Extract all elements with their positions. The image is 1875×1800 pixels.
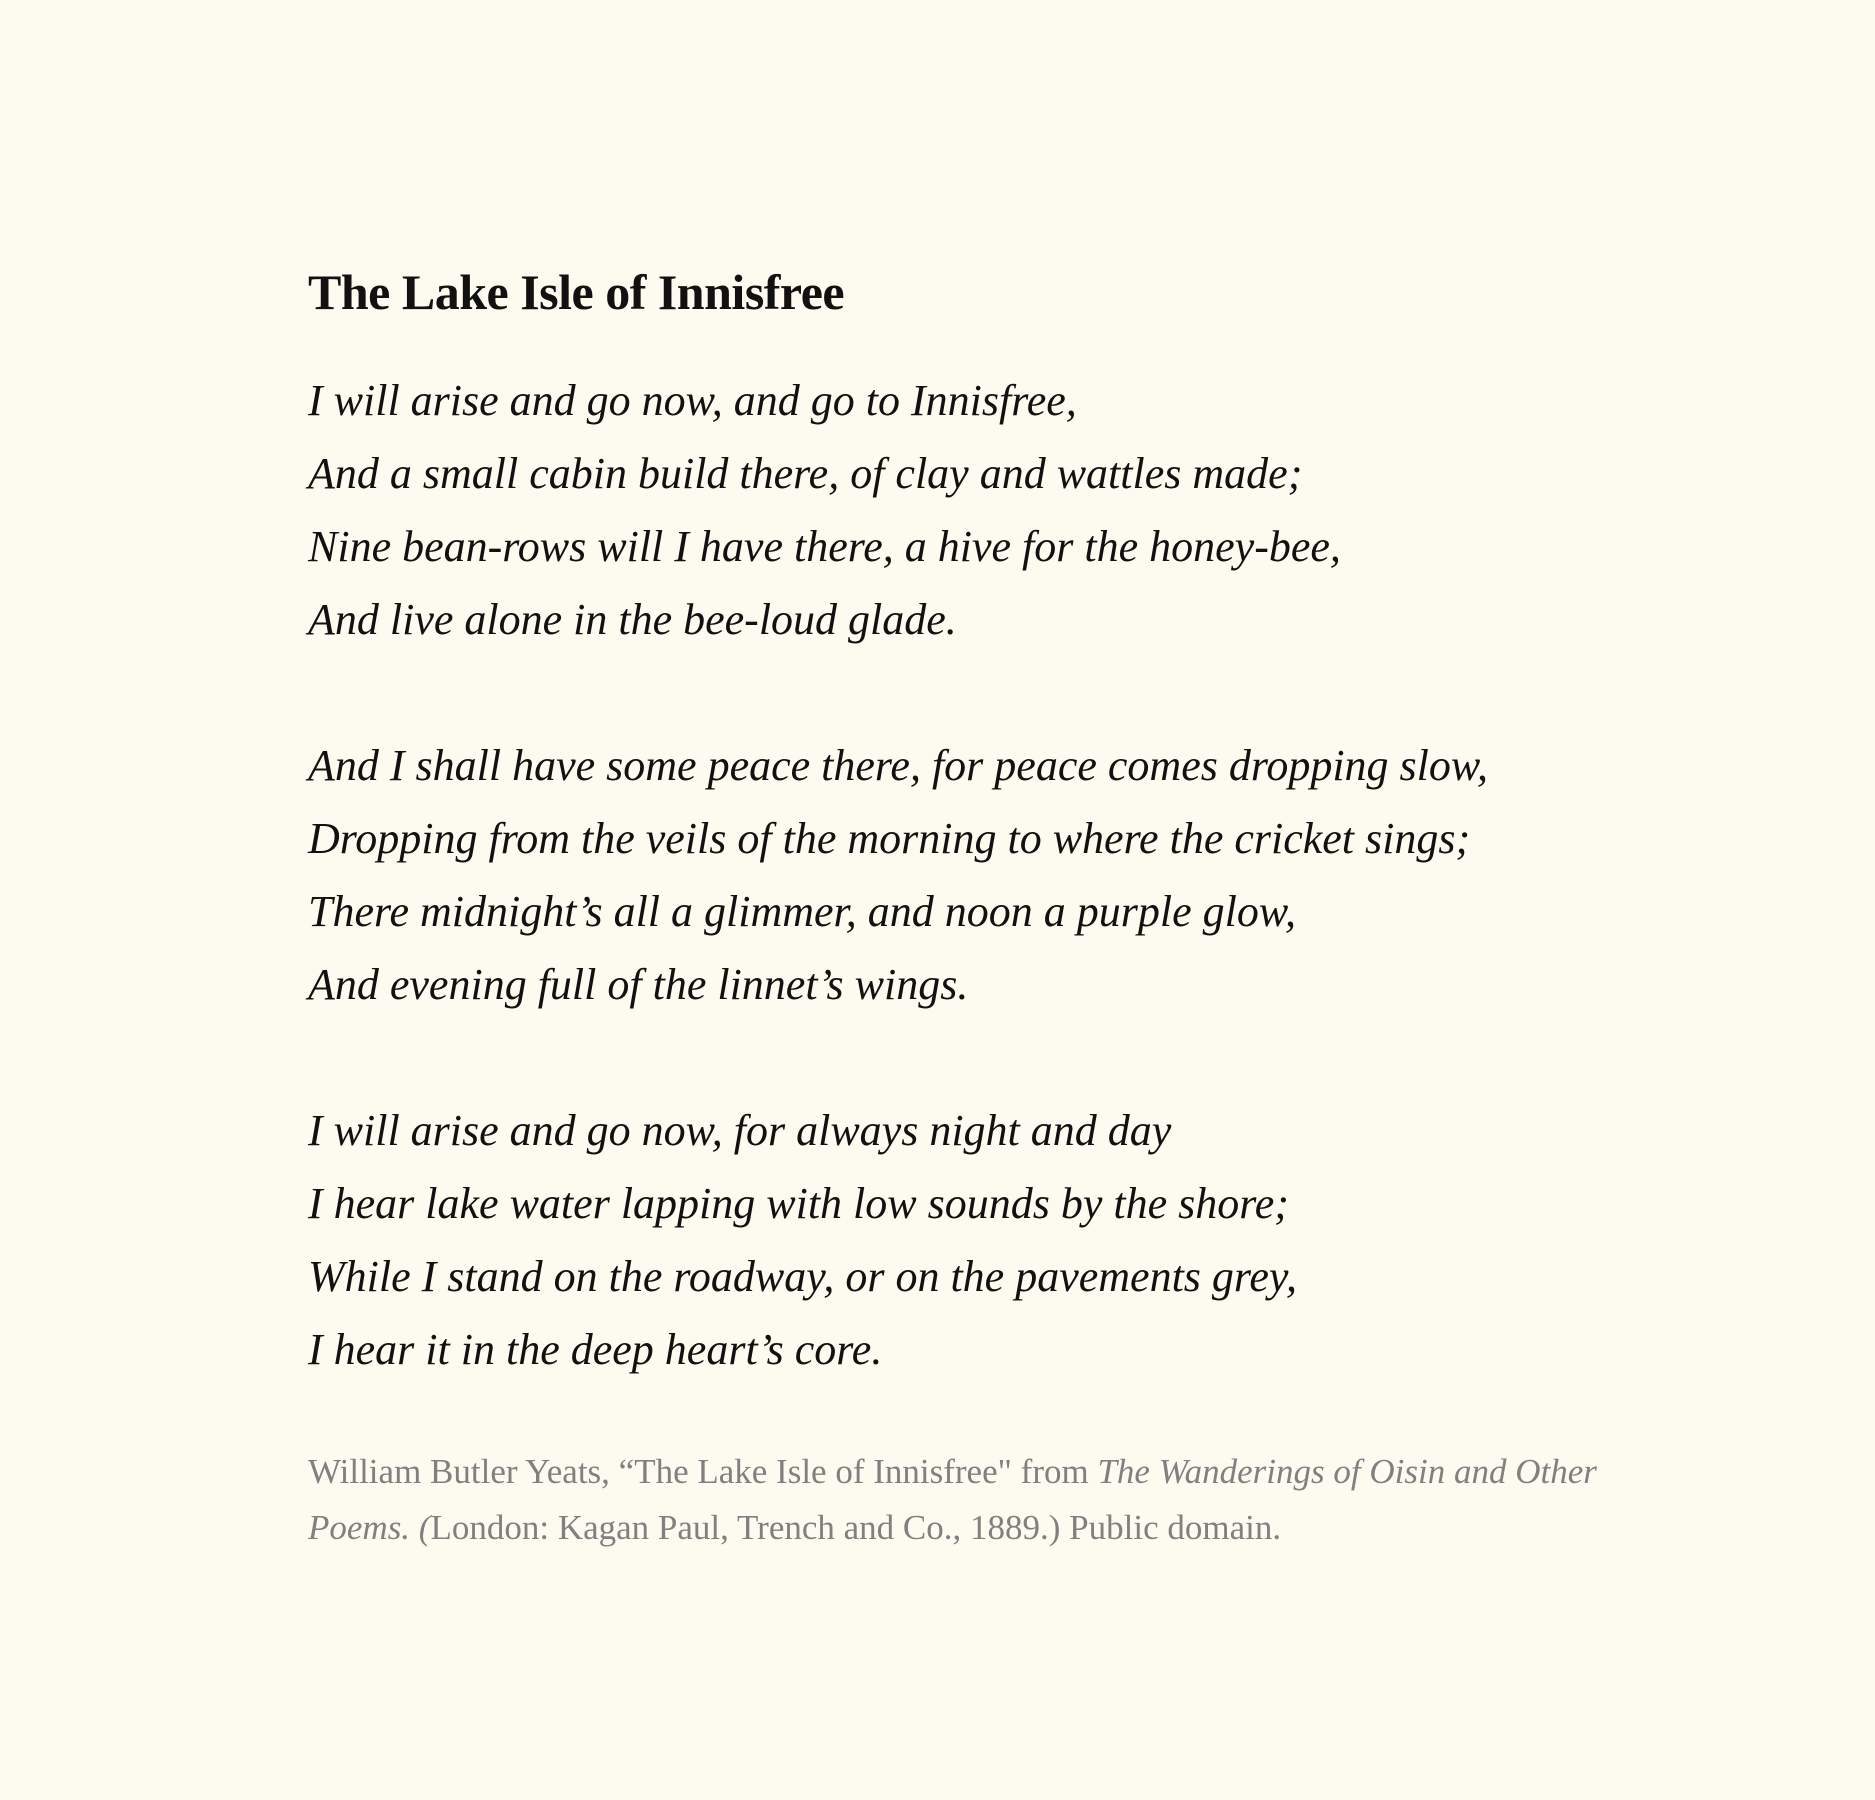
poem-line: Nine bean-rows will I have there, a hive for the honey-bee,	[308, 522, 1341, 571]
poem-line: I will arise and go now, for always night and day	[308, 1106, 1172, 1155]
poem-page	[308, 258, 1648, 1591]
poem-line: And a small cabin build there, of clay and wattles made;	[308, 449, 1303, 498]
stanza-1	[308, 364, 1648, 656]
stanza-3	[308, 1094, 1648, 1386]
poem-line: While I stand on the roadway, or on the pavements grey,	[308, 1252, 1298, 1301]
poem-line: There midnight’s all a glimmer, and noon a purple glow,	[308, 887, 1296, 936]
poem-line: I hear lake water lapping with low sounds by the shore;	[308, 1179, 1289, 1228]
citation	[308, 1444, 1608, 1556]
poem-line: And evening full of the linnet’s wings.	[308, 960, 969, 1009]
poem-line: Dropping from the veils of the morning to where the cricket sings;	[308, 814, 1471, 863]
citation-book-title: The Wanderings of Oisin and Other Poems. (	[308, 1452, 1597, 1547]
poem-title: The Lake Isle of Innisfree	[308, 264, 845, 320]
poem-line: I hear it in the deep heart’s core.	[308, 1325, 883, 1374]
stanza-2	[308, 729, 1648, 1021]
poem-line: And live alone in the bee-loud glade.	[308, 595, 957, 644]
citation-prefix: William Butler Yeats, “The Lake Isle of Innisfree" from	[308, 1452, 1098, 1491]
poem-line: And I shall have some peace there, for peace comes dropping slow,	[308, 741, 1488, 790]
poem-line: I will arise and go now, and go to Innisfree,	[308, 376, 1077, 425]
citation-suffix: London: Kagan Paul, Trench and Co., 1889.) Public domain.	[430, 1508, 1282, 1547]
